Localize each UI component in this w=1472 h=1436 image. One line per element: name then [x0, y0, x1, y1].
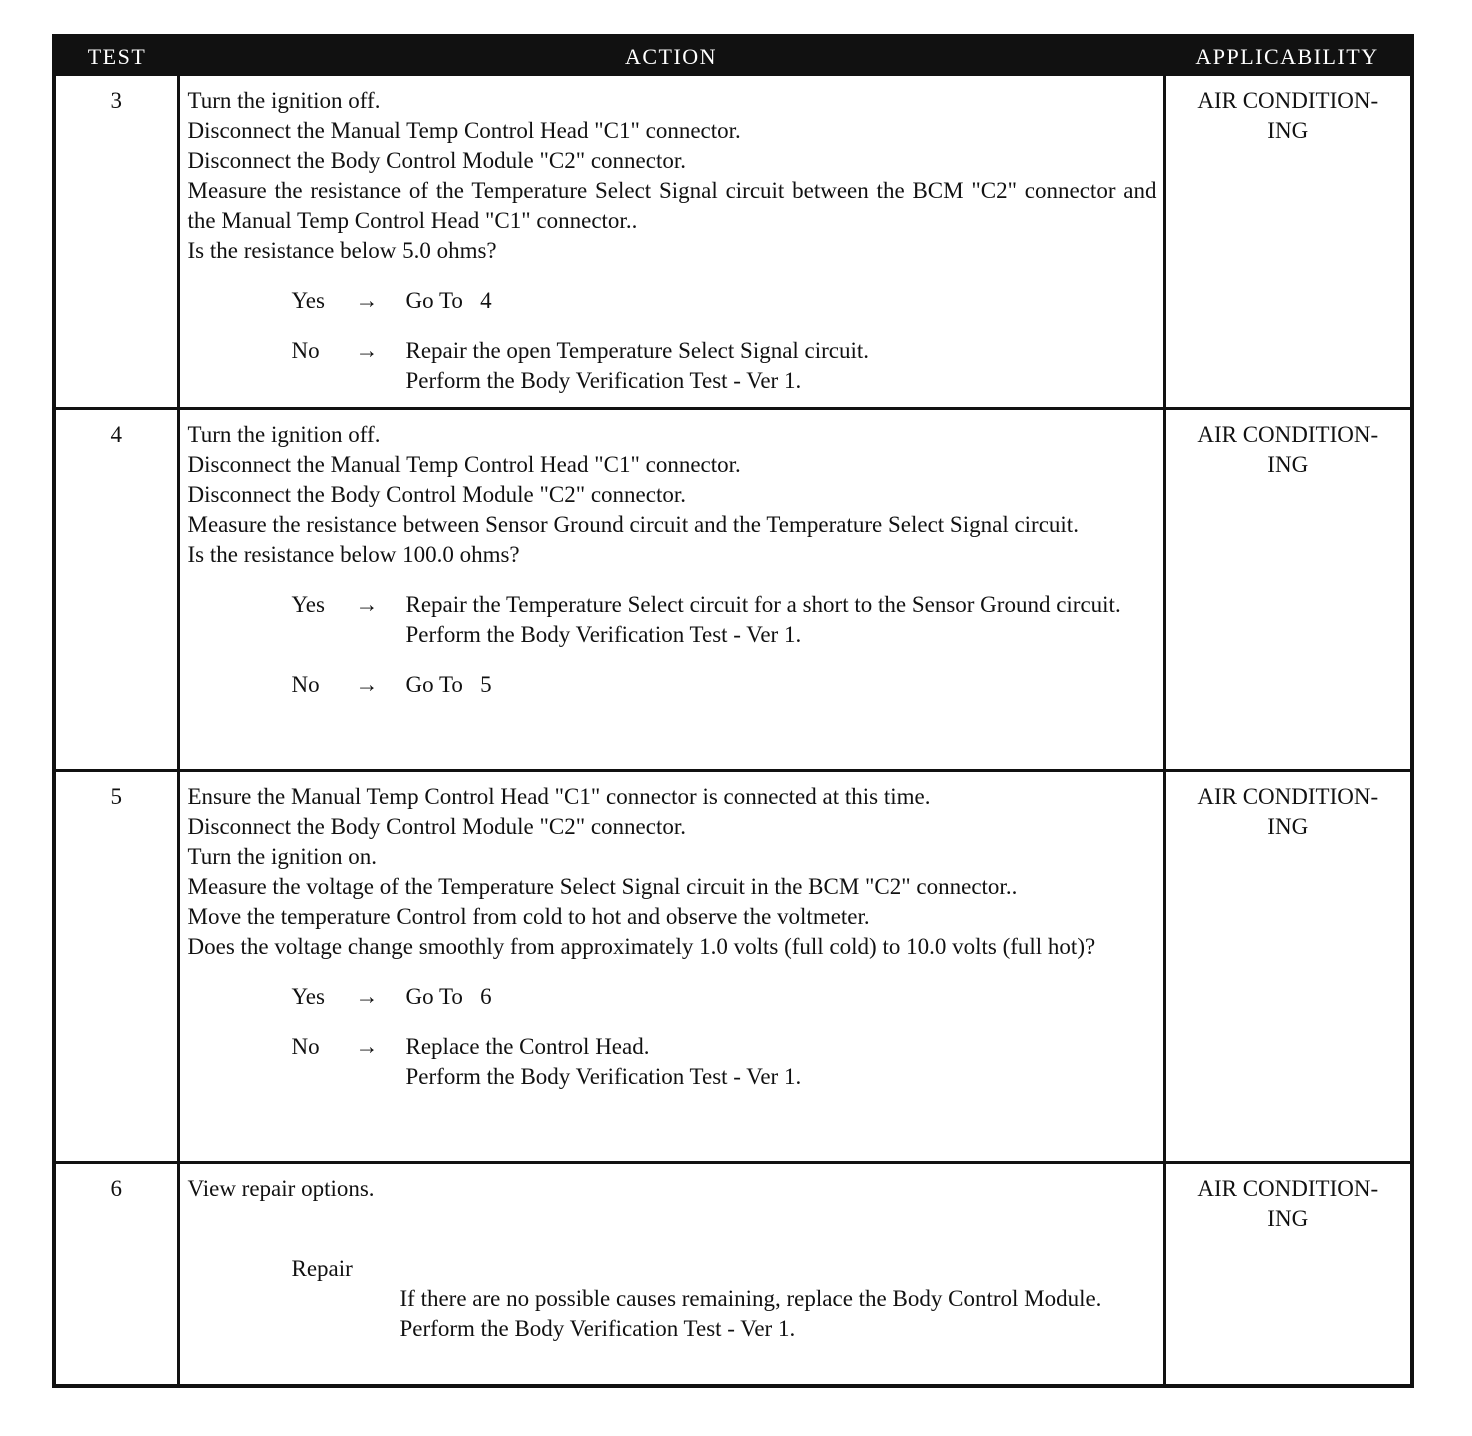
applicability-cell — [1164, 1162, 1410, 1384]
right-arrow-icon: → — [355, 671, 379, 697]
test-number: 4 — [56, 408, 178, 770]
header-test: TEST — [56, 38, 178, 76]
applicability-text: ING — [1267, 118, 1309, 143]
right-arrow-icon: → — [355, 983, 379, 1009]
test-number: 3 — [56, 76, 178, 408]
header-applicability: APPLICABILITY — [1164, 38, 1410, 76]
table-row — [56, 1162, 1410, 1384]
action-step: View repair options. — [187, 1175, 375, 1201]
yes-text: Go To 6 — [405, 983, 492, 1009]
no-response — [292, 670, 1157, 700]
test-number: 5 — [56, 770, 178, 1162]
header-action: ACTION — [178, 38, 1164, 76]
right-arrow-icon: → — [355, 338, 379, 363]
no-text: Repair the open Temperature Select Signal circuit. — [405, 338, 870, 363]
applicability-text: AIR CONDITION- — [1197, 1175, 1379, 1201]
applicability-cell — [1164, 770, 1410, 1162]
yes-response — [292, 286, 1157, 316]
action-step: Disconnect the Manual Temp Control Head "C1" connector. — [187, 451, 741, 477]
action-step: Measure the voltage of the Temperature Select Signal circuit in the BCM "C2" connector.. — [187, 873, 1018, 899]
right-arrow-icon: → — [355, 1033, 379, 1059]
action-step: Move the temperature Control from cold to hot and observe the voltmeter. — [187, 903, 870, 929]
no-response — [292, 336, 1157, 396]
action-step: Measure the resistance between Sensor Ground circuit and the Temperature Select Signal circuit. — [187, 511, 1079, 537]
applicability-text: ING — [1267, 1205, 1309, 1231]
action-step: Turn the ignition off. — [187, 421, 381, 447]
yes-label: Yes — [291, 288, 325, 313]
table-row — [56, 770, 1410, 1162]
diagnostic-table — [52, 34, 1414, 1388]
no-text: Go To 5 — [405, 671, 492, 697]
applicability-cell — [1164, 76, 1410, 408]
yes-text: Repair the Temperature Select circuit for a short to the Sensor Ground circuit. — [405, 591, 1121, 617]
action-step: Measure the resistance of the Temperature Select Signal circuit between the BCM "C2" connector and the Manual Temp Control Head "C1" connector.. — [187, 178, 1157, 233]
applicability-text: AIR CONDITION- — [1197, 88, 1379, 113]
action-step: Turn the ignition on. — [187, 843, 378, 869]
yes-response — [292, 590, 1157, 650]
no-text: Perform the Body Verification Test - Ver 1. — [405, 1063, 802, 1089]
no-response — [292, 1032, 1157, 1092]
no-text: Replace the Control Head. — [405, 1033, 650, 1059]
yes-label: Yes — [291, 591, 325, 617]
action-question: Is the resistance below 5.0 ohms? — [187, 238, 497, 263]
test-action-table — [56, 38, 1410, 1384]
action-step: Turn the ignition off. — [187, 88, 381, 113]
applicability-text: AIR CONDITION- — [1197, 421, 1379, 447]
action-cell — [178, 408, 1164, 770]
action-step: Disconnect the Manual Temp Control Head "C1" connector. — [187, 118, 741, 143]
applicability-text: ING — [1267, 813, 1309, 839]
applicability-text: AIR CONDITION- — [1197, 783, 1379, 809]
no-label: No — [291, 1033, 320, 1059]
applicability-cell — [1164, 408, 1410, 770]
action-cell — [178, 76, 1164, 408]
repair-text: Perform the Body Verification Test - Ver 1. — [399, 1315, 796, 1341]
yes-label: Yes — [291, 983, 325, 1009]
no-label: No — [291, 671, 320, 697]
test-number: 6 — [56, 1162, 178, 1384]
action-cell — [178, 1162, 1164, 1384]
action-step: Ensure the Manual Temp Control Head "C1" connector is connected at this time. — [187, 783, 931, 809]
action-question: Does the voltage change smoothly from approximately 1.0 volts (full cold) to 10.0 volts (full hot)? — [187, 933, 1096, 959]
header-row — [56, 38, 1410, 76]
no-label: No — [291, 338, 320, 363]
yes-text: Go To 4 — [405, 288, 492, 313]
table-row — [56, 76, 1410, 408]
right-arrow-icon: → — [355, 288, 379, 313]
yes-response — [292, 982, 1157, 1012]
action-step: Disconnect the Body Control Module "C2" connector. — [187, 481, 687, 507]
action-cell — [178, 770, 1164, 1162]
action-question: Is the resistance below 100.0 ohms? — [187, 541, 520, 567]
action-step: Disconnect the Body Control Module "C2" connector. — [187, 813, 687, 839]
applicability-text: ING — [1267, 451, 1309, 477]
no-text: Perform the Body Verification Test - Ver 1. — [405, 368, 802, 393]
yes-text: Perform the Body Verification Test - Ver 1. — [405, 621, 802, 647]
table-row — [56, 408, 1410, 770]
action-step: Disconnect the Body Control Module "C2" connector. — [187, 148, 687, 173]
repair-label: Repair — [291, 1255, 353, 1281]
repair-text: If there are no possible causes remaining, replace the Body Control Module. — [399, 1285, 1102, 1311]
right-arrow-icon: → — [355, 591, 379, 617]
